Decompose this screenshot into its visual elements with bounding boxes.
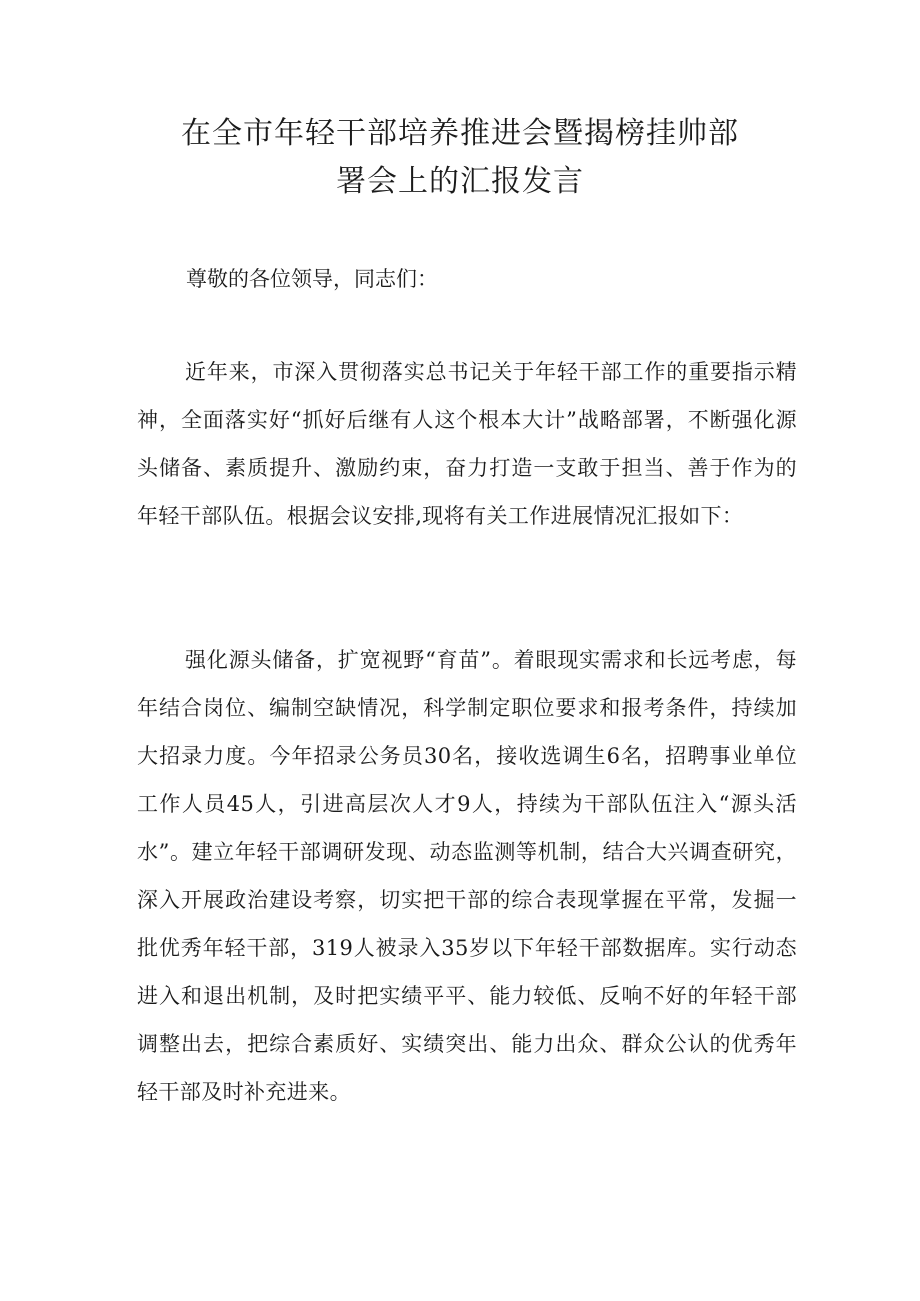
document-title-line-1: 在全市年轻干部培养推进会暨揭榜挂帅部 (181, 116, 739, 151)
paragraph-source-reserve: 强化源头储备，扩宽视野“育苗”。着眼现实需求和长远考虑，每年结合岗位、编制空缺情况，科学制定职位要求和报考条件，持续加大招录力度。今年招录公务员30名，接收选调生6名，招聘事业单位工作人员45人，引进高层次人才9人，持续为干部队伍注入“源头活水”。建立年轻干部调研发现、动态监测等机制，结合大兴调查研究，深入开展政治建设考察，切实把干部的综合表现掌握在平常，发掘一批优秀年轻干部，319人被录入35岁以下年轻干部数据库。实行动态进入和退出机制，及时把实绩平平、能力较低、反响不好的年轻干部调整出去，把综合素质好、实绩突出、能力出众、群众公认的优秀年轻干部及时补充进来。 (137, 648, 797, 1104)
document-title-line-2: 署会上的汇报发言 (336, 164, 584, 199)
greeting: 尊敬的各位领导，同志们： (186, 267, 438, 291)
paragraph-intro: 近年来，市深入贯彻落实总书记关于年轻干部工作的重要指示精神，全面落实好“抓好后继有人这个根本大计”战略部署，不断强化源头储备、素质提升、激励约束，奋力打造一支敢于担当、善于作为的年轻干部队伍。根据会议安排,现将有关工作进展情况汇报如下： (137, 360, 797, 528)
